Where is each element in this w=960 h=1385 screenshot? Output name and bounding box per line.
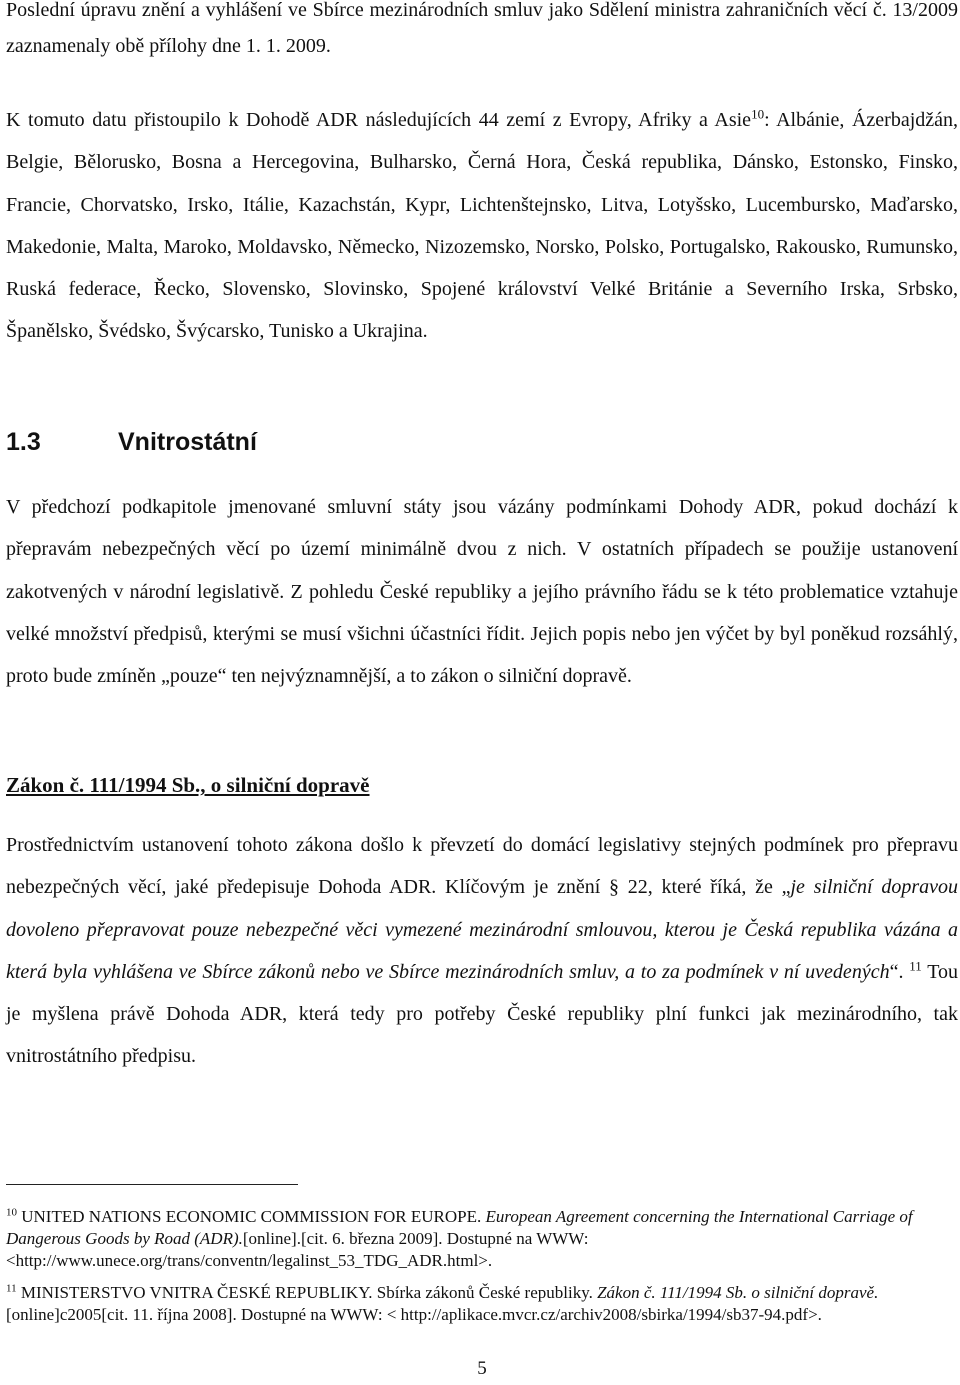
law-title: Zákon č. 111/1994 Sb., o silniční dopravě xyxy=(6,773,370,797)
countries-intro: K tomuto datu přistoupilo k Dohodě ADR následujících 44 zemí z Evropy, Afriky a Asie xyxy=(6,109,752,131)
page-number: 5 xyxy=(477,1358,487,1379)
paragraph-prostrednictvim xyxy=(6,824,958,1078)
footnote-number: 11 xyxy=(6,1282,17,1295)
prostred-start: Prostřednictvím ustanovení tohoto zákona došlo k převzetí do domácí legislativy stejných podmínek pro přepravu nebezpečných věcí, jaké předepisuje Dohoda ADR. Klíčovým je znění § 22, které říká, že „ xyxy=(6,834,958,899)
footnote-text: UNITED NATIONS ECONOMIC COMMISSION FOR EUROPE. xyxy=(21,1207,486,1226)
footnotes xyxy=(6,1206,946,1336)
footnote-title: Zákon č. 111/1994 Sb. o silniční dopravě. xyxy=(597,1283,879,1302)
section-heading xyxy=(6,428,257,457)
section-number: 1.3 xyxy=(6,428,41,456)
footnote-11 xyxy=(6,1282,946,1326)
footnote-source: [online].[cit. 6. března 2009]. Dostupné na WWW: <http://www.unece.org/trans/conventn/legalinst_53_TDG_ADR.html>. xyxy=(6,1229,589,1270)
footnote-separator xyxy=(6,1184,298,1185)
law-quote: je silniční dopravou dovoleno přepravovat pouze nebezpečné věci vymezené mezinárodní smlouvou, kterou je Česká republika vázána a která byla vyhlášena ve Sbírce zákonů nebo ve Sbírce mezinárodních smluv, a to za podmínek v ní uvedených xyxy=(6,876,958,983)
paragraph-countries xyxy=(6,99,958,353)
quote-close: “. xyxy=(889,960,904,983)
footnote-number: 10 xyxy=(6,1206,17,1219)
countries-list: : Albánie, Ázerbajdžán, Belgie, Bělorusko, Bosna a Hercegovina, Bulharsko, Černá Hora, Česká republika, Dánsko, Estonsko, Finsko, Francie, Chorvatsko, Irsko, Itálie, Kazachstán, Kypr, Lichtenštejnsko, Litva, Lotyšsko, Lucembursko, Maďarsko, Makedonie, Malta, Maroko, Moldavsko, Německo, Nizozemsko, Norsko, Polsko, Portugalsko, Rakousko, Rumunsko, Ruská federace, Řecko, Slovensko, Slovinsko, Spojené království Velké Británie a Severního Irska, Srbsko, Španělsko, Švédsko, Švýcarsko, Tunisko a Ukrajina. xyxy=(6,109,958,343)
footnote-ref-10: 10 xyxy=(751,106,765,122)
footnote-text: MINISTERSTVO VNITRA ČESKÉ REPUBLIKY. Sbírka zákonů České republiky. xyxy=(20,1283,598,1302)
footnote-title: European Agreement concerning the International Carriage of Dangerous Goods by Road (ADR). xyxy=(6,1207,913,1248)
prostred-end: Tou je myšlena právě Dohoda ADR, která tedy pro potřeby České republiky plní funkci jak mezinárodního, tak vnitrostátního předpisu. xyxy=(6,960,959,1068)
paragraph-top: Poslední úpravu znění a vyhlášení ve Sbírce mezinárodních smluv jako Sdělení ministra zahraničních věcí č. 13/2009 zaznamenaly obě přílohy dne 1. 1. 2009. xyxy=(6,0,958,57)
footnote-source: [online]c2005[cit. 11. října 2008]. Dostupné na WWW: < http://aplikace.mvcr.cz/archiv2008/sbirka/1994/sb37-94.pdf>. xyxy=(6,1305,822,1324)
footnote-10 xyxy=(6,1206,946,1272)
section-title: Vnitrostátní xyxy=(118,428,257,456)
footnote-ref-11: 11 xyxy=(909,958,922,974)
paragraph-vnitrostatni: V předchozí podkapitole jmenované smluvní státy jsou vázány podmínkami Dohody ADR, pokud dochází k přepravám nebezpečných věcí po území minimálně dvou z nich. V ostatních případech se použije ustanovení zakotvených v národní legislativě. Z pohledu České republiky a jejího právního řádu se k této problematice vztahuje velké množství předpisů, kterými se musí všichni účastníci řídit. Jejich popis nebo jen výčet by byl poněkud rozsáhlý, proto bude zmíněn „pouze“ ten nejvýznamnější, a to zákon o silniční dopravě. xyxy=(6,496,958,688)
